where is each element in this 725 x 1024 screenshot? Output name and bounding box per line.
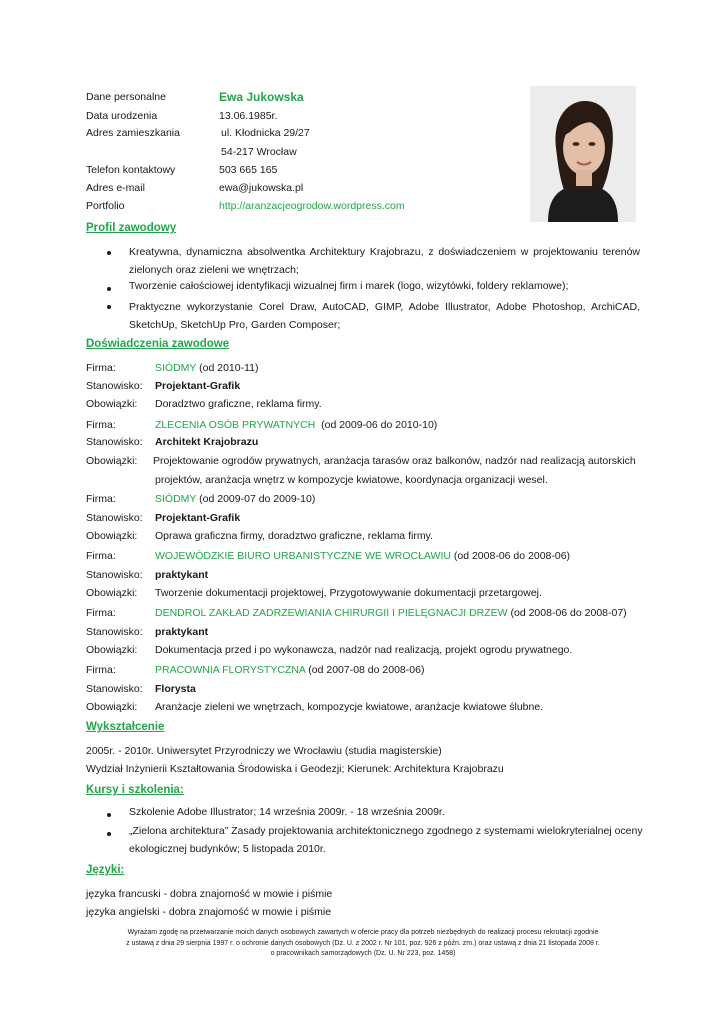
job-position: Projektant-Grafik (155, 512, 241, 524)
label-company: Firma: (86, 664, 116, 676)
label-company: Firma: (86, 493, 116, 505)
label-duties: Obowiązki: (86, 455, 138, 467)
job-duties-continued: projektów, aranżacja wnętrz w kompozycje kwiatowe, koordynacja organizacji wesel. (155, 474, 548, 486)
job-period: (od 2009-07 do 2009-10) (199, 493, 316, 505)
candidate-name: Ewa Jukowska (219, 90, 304, 104)
job-company-line (155, 362, 259, 374)
job-company: SIÓDMY (155, 493, 197, 505)
bullet-icon (107, 251, 111, 255)
label-duties: Obowiązki: (86, 398, 138, 410)
education-line-1: 2005r. - 2010r. Uniwersytet Przyrodniczy we Wrocławiu (studia magisterskie) (86, 745, 442, 757)
job-company: SIÓDMY (155, 362, 197, 374)
consent-clause (86, 928, 640, 960)
experience-heading: Doświadczenia zawodowe (86, 338, 230, 350)
label-duties: Obowiązki: (86, 701, 138, 713)
label-company: Firma: (86, 607, 116, 619)
label-personal: Dane personalne (86, 91, 166, 103)
language-line-2: języka angielski - dobra znajomość w mowie i piśmie (86, 906, 332, 918)
portfolio-link[interactable]: http://aranzacjeogrodow.wordpress.com (219, 200, 405, 212)
job-position: Architekt Krajobrazu (155, 436, 259, 448)
consent-line-3: o pracownikach samorządowych (Dz. U. Nr 223, poz. 1458) (270, 950, 456, 957)
label-email: Adres e-mail (86, 182, 145, 194)
label-position: Stanowisko: (86, 626, 143, 638)
education-line-2: Wydział Inżynierii Kształtowania Środowiska i Geodezji; Kierunek: Architektura Krajobrazu (86, 763, 504, 775)
profile-photo (530, 86, 636, 222)
label-company: Firma: (86, 550, 116, 562)
job-company-line (155, 419, 437, 431)
course-item-1: Szkolenie Adobe Illustrator; 14 września 2009r. - 18 września 2009r. (129, 806, 445, 818)
label-position: Stanowisko: (86, 436, 143, 448)
profile-heading: Profil zawodowy (86, 222, 177, 234)
courses-heading: Kursy i szkolenia: (86, 784, 184, 796)
job-company: PRACOWNIA FLORYSTYCZNA (155, 664, 306, 676)
job-duties: Aranżacje zieleni we wnętrzach, kompozycje kwiatowe, aranżacje kwiatowe ślubne. (155, 701, 544, 713)
job-company-line (155, 550, 570, 562)
job-company-line (155, 664, 424, 676)
profile-item-1: Kreatywna, dynamiczna absolwentka Architektury Krajobrazu, z doświadczeniem w projektowaniu terenów zielonych oraz zieleni we wnętrzach; (129, 246, 640, 276)
job-period: (od 2009-06 do 2010-10) (321, 419, 438, 431)
course-item-2: „Zielona architektura” Zasady projektowania architektonicznego zgodnego z systemami wielokryterialnej oceny (129, 825, 643, 837)
job-company: WOJEWÓDZKIE BIURO URBANISTYCZNE WE WROCŁAWIU (155, 550, 451, 562)
label-position: Stanowisko: (86, 512, 143, 524)
job-period: (od 2010-11) (199, 362, 259, 374)
email-link[interactable]: ewa@jukowska.pl (219, 182, 304, 194)
label-position: Stanowisko: (86, 380, 143, 392)
job-duties: Tworzenie dokumentacji projektowej, Przygotowywanie dokumentacji przetargowej. (155, 587, 542, 599)
profile-item-2: Tworzenie całościowej identyfikacji wizualnej firm i marek (logo, wizytówki, foldery reklamowe); (129, 280, 569, 292)
profile-item-3: Praktyczne wykorzystanie Corel Draw, AutoCAD, GIMP, Adobe Illustrator, Adobe Photoshop, ArchiCAD, SketchUp, SketchUp Pro, Garden Composer; (129, 301, 640, 331)
bullet-icon (107, 287, 111, 291)
job-duties: Projektowanie ogrodów prywatnych, aranżacja tarasów oraz balkonów, nadzór nad realizacją autorskich (153, 455, 636, 467)
bullet-icon (107, 305, 111, 309)
job-duties: Dokumentacja przed i po wykonawcza, nadzór nad realizacją, projekt ogrodu prywatnego. (155, 644, 573, 656)
phone-number: 503 665 165 (219, 164, 278, 176)
label-portfolio: Portfolio (86, 200, 125, 212)
job-company-line (155, 493, 315, 505)
birth-date: 13.06.1985r. (219, 110, 278, 122)
bullet-icon (107, 813, 111, 817)
label-duties: Obowiązki: (86, 530, 138, 542)
label-duties: Obowiązki: (86, 587, 138, 599)
job-position: praktykant (155, 569, 209, 581)
job-duties: Doradztwo graficzne, reklama firmy. (155, 398, 322, 410)
portrait-illustration (530, 86, 636, 222)
label-birth: Data urodzenia (86, 110, 158, 122)
label-phone: Telefon kontaktowy (86, 164, 176, 176)
job-period: (od 2008-06 do 2008-07) (510, 607, 627, 619)
job-company: DENDROL ZAKŁAD ZADRZEWIANIA CHIRURGII I PIELĘGNACJI DRZEW (155, 607, 508, 619)
label-company: Firma: (86, 419, 116, 431)
job-period: (od 2007-08 do 2008-06) (308, 664, 425, 676)
label-position: Stanowisko: (86, 683, 143, 695)
label-position: Stanowisko: (86, 569, 143, 581)
job-position: Projektant-Grafik (155, 380, 241, 392)
job-position: Florysta (155, 683, 196, 695)
bullet-icon (107, 832, 111, 836)
label-company: Firma: (86, 362, 116, 374)
education-heading: Wykształcenie (86, 721, 165, 733)
label-duties: Obowiązki: (86, 644, 138, 656)
job-company: ZLECENIA OSÓB PRYWATNYCH (155, 419, 316, 431)
job-position: praktykant (155, 626, 209, 638)
consent-line-2: z ustawą z dnia 29 sierpnia 1997 r. o ochronie danych osobowych (Dz. U. z 2002 r. Nr 101, poz. 926 z późn. zm.) oraz ustawą z dnia 21 listopada 2008 r. (126, 939, 600, 947)
label-address: Adres zamieszkania (86, 127, 180, 139)
languages-heading: Języki: (86, 864, 125, 876)
job-company-line (155, 607, 627, 619)
address-line-1: ul. Kłodnicka 29/27 (221, 127, 310, 139)
job-period: (od 2008-06 do 2008-06) (453, 550, 571, 562)
course-item-2-continued: ekologicznej budynków; 5 listopada 2010r. (129, 843, 326, 855)
consent-line-1: Wyrażam zgodę na przetwarzanie moich danych osobowych zawartych w ofercie pracy dla potrzeb niezbędnych do realizacji procesu rekrutacji zgodnie (127, 929, 599, 936)
job-duties: Oprawa graficzna firmy, doradztwo graficzne, reklama firmy. (155, 530, 433, 542)
language-line-1: języka francuski - dobra znajomość w mowie i piśmie (86, 888, 333, 900)
address-line-2: 54-217 Wrocław (221, 146, 297, 158)
